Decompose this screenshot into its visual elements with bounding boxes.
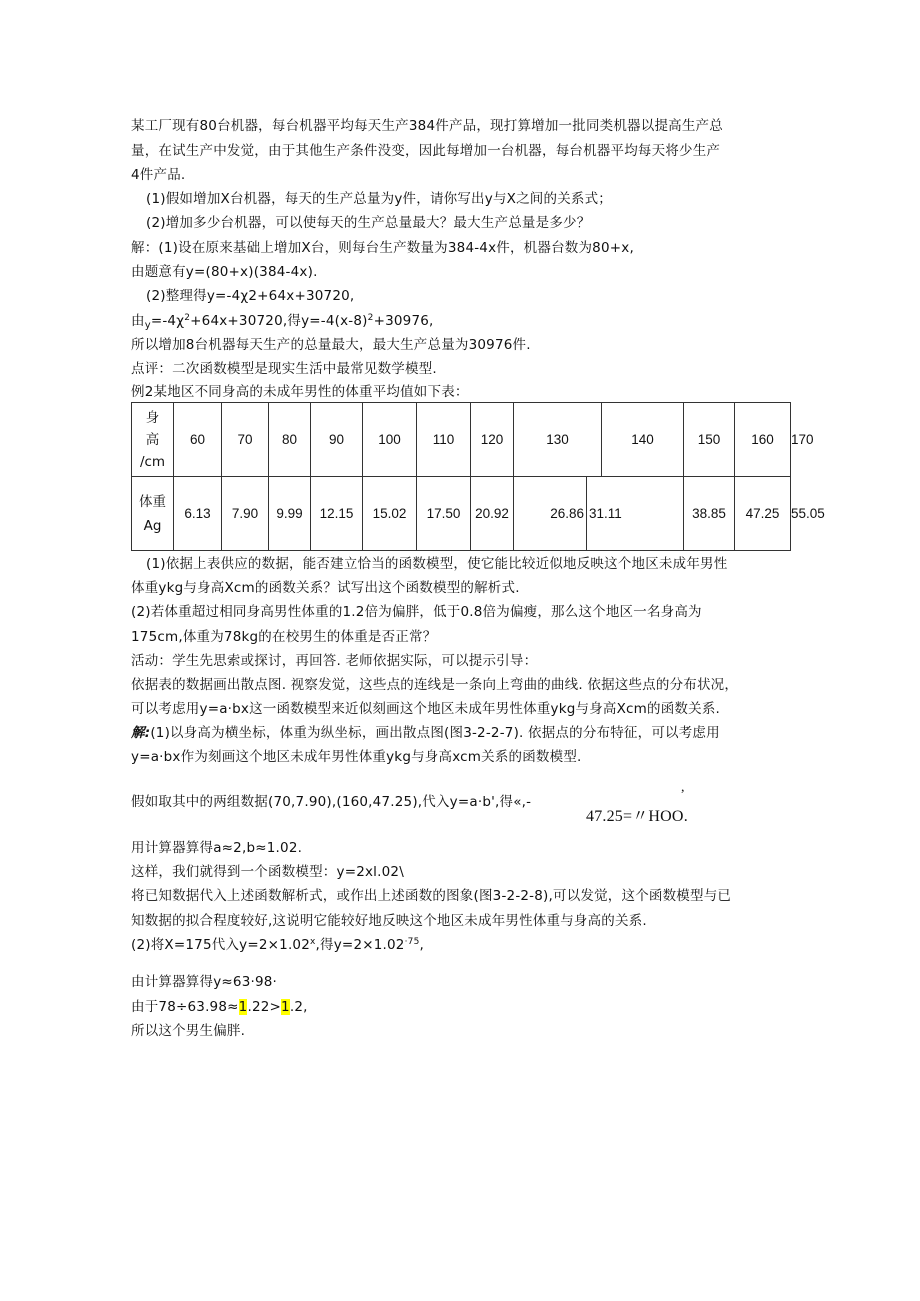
header-text: 高	[145, 431, 160, 448]
text-span: 由于78÷63.98≈	[131, 999, 239, 1015]
table-cell: 150	[684, 403, 735, 477]
table-cell: 9.99	[269, 477, 311, 551]
activity-line-2: 依据表的数据画出散点图. 视察发觉，这些点的连线是一条向上弯曲的曲线. 依据这些点的分布状况，	[131, 677, 739, 693]
header-text: 体重	[139, 493, 166, 510]
height-weight-table	[131, 402, 825, 551]
table-cell: 100	[363, 403, 417, 477]
text-span: y	[144, 320, 151, 331]
stray-comma: ,	[681, 780, 685, 795]
table-cell: 70	[222, 403, 269, 477]
problem-text-line-1: 某工厂现有80台机器，每台机器平均每天生产384件产品，现打算增加一批同类机器以提高生产总	[131, 118, 723, 134]
example-2-question-1-line-2: 体重ykg与身高Xcm的函数关系？试写出这个函数模型的解析式.	[131, 580, 520, 596]
model-line: 这样，我们就得到一个函数模型：y=2xl.02\	[131, 864, 404, 880]
solution-2-line-2: y=a·bx作为刻画这个地区未成年男性体重ykg与身高xcm关系的函数模型.	[131, 749, 582, 765]
table-cell: 110	[417, 403, 471, 477]
solution-line-5: 所以增加8台机器每天生产的总量最大，最大生产总量为30976件.	[131, 337, 531, 353]
text-span: +64x+30720,得y=-4(x-8)	[190, 313, 368, 329]
text-span: ,	[419, 937, 425, 953]
table-cell: 17.50	[417, 477, 471, 551]
question-2: (2)增加多少台机器，可以使每天的生产总量最大？最大生产总量是多少？	[146, 215, 591, 231]
comment-line: 点评：二次函数模型是现实生活中最常见数学模型.	[131, 361, 437, 377]
header-text: 身	[145, 409, 160, 426]
header-text: Ag	[143, 517, 162, 534]
table-cell: 90	[311, 403, 363, 477]
calc-line-2: 由计算器算得y≈63·98·	[131, 974, 278, 990]
problem-text-line-2: 量，在试生产中发觉，由于其他生产条件没变，因此每增加一台机器，每台机器平均每天将少生产	[131, 143, 721, 159]
solution-line-3: (2)整理得y=-4χ2+64x+30720,	[146, 288, 355, 304]
table-cell: 160	[735, 403, 791, 477]
table-cell: 7.90	[222, 477, 269, 551]
solution-line-2: 由题意有y=(80+x)(384-4x).	[131, 264, 318, 280]
activity-line-1: 活动：学生先思索或探讨，再回答. 老师依据实际，可以提示引导：	[131, 653, 538, 669]
take-data-line: 假如取其中的两组数据(70,7.90),(160,47.25),代入y=a·b',得«,-	[131, 794, 532, 810]
text-span: (2)将X=175代入y=2×1.02	[131, 937, 311, 953]
text-span: +30976,	[373, 313, 434, 329]
header-text: /cm	[139, 453, 166, 470]
text-span: ,得y=2×1.02	[315, 937, 405, 953]
verify-line-2: 知数据的拟合程度较好,这说明它能较好地反映这个地区未成年男性体重与身高的关系.	[131, 913, 647, 929]
table-cell: 120	[471, 403, 514, 477]
table-cell: 38.85	[684, 477, 735, 551]
superscript: x	[310, 937, 316, 947]
table-cell: 80	[269, 403, 311, 477]
solution-label: 解:	[131, 725, 151, 741]
superscript: ·75	[404, 937, 420, 947]
equation-right: 47.25=〃HOO.	[586, 808, 688, 825]
example-2-question-2-line-1: (2)若体重超过相同身高男性体重的1.2倍为偏胖，低于0.8倍为偏瘦，那么这个地区一名身高为	[131, 604, 702, 620]
table-cell: 26.86	[514, 477, 587, 551]
text-span: .2,	[289, 999, 308, 1015]
table-cell: 130	[514, 403, 602, 477]
table-cell: 60	[174, 403, 222, 477]
solution-line-1: 解：(1)设在原来基础上增加X台，则每台生产数量为384-4x件，机器台数为80+x,	[131, 240, 634, 256]
table-cell: 140	[602, 403, 684, 477]
highlight-mark: 1	[281, 999, 290, 1015]
example-2-heading: 例2某地区不同身高的未成年男性的体重平均值如下表：	[131, 384, 469, 400]
text-span: =-4χ	[150, 313, 185, 329]
table-cell: 47.25	[735, 477, 791, 551]
activity-line-3: 可以考虑用y=a·bx这一函数模型来近似刻画这个地区未成年男性体重ykg与身高Xcm的函数关系.	[131, 701, 721, 717]
table-cell: 15.02	[363, 477, 417, 551]
table-cell: 20.92	[471, 477, 514, 551]
verify-line-1: 将已知数据代入上述函数解析式，或作出上述函数的图象(图3-2-2-8),可以发觉，这个函数模型与已	[131, 888, 732, 904]
weight-row: 体重 Ag 6.13 7.90 9.99 12.15 15.02 17.50 20.92 26.86 31.11 38.85 47.25 55.05	[132, 477, 791, 551]
text-span: 由	[131, 313, 145, 329]
example-2-question-2-line-2: 175cm,体重为78kg的在校男生的体重是否正常？	[131, 629, 437, 645]
ratio-line	[131, 997, 308, 1017]
text-span: (1)以身高为横坐标，体重为纵坐标，画出散点图(图3-2-2-7). 依据点的分布特征，可以考虑用	[150, 725, 720, 741]
conclusion-line: 所以这个男生偏胖.	[131, 1023, 246, 1039]
table-cell: 31.11	[587, 477, 684, 551]
height-row: 身 高 /cm 60 70 80 90 100 110 120 130 140 150 160 170	[132, 403, 791, 477]
problem-text-line-3: 4件产品.	[131, 167, 186, 183]
table-cell: 6.13	[174, 477, 222, 551]
highlight-mark: 1	[238, 999, 248, 1015]
example-2-question-1-line-1: (1)依据上表供应的数据，能否建立恰当的函数模型，使它能比较近似地反映这个地区未成年男性	[146, 556, 728, 572]
question-1: (1)假如增加X台机器，每天的生产总量为y件，请你写出y与X之间的关系式；	[146, 191, 612, 207]
solution-line-4	[131, 311, 434, 336]
superscript: 2	[367, 313, 374, 323]
substitute-line	[131, 935, 424, 955]
calc-line-1: 用计算器算得a≈2,b≈1.02.	[131, 840, 303, 856]
text-span: .22>	[247, 999, 282, 1015]
table-cell: 12.15	[311, 477, 363, 551]
height-header-cell	[132, 403, 174, 477]
superscript: 2	[184, 313, 191, 323]
solution-2-line-1	[131, 723, 720, 743]
weight-header-cell	[132, 477, 174, 551]
